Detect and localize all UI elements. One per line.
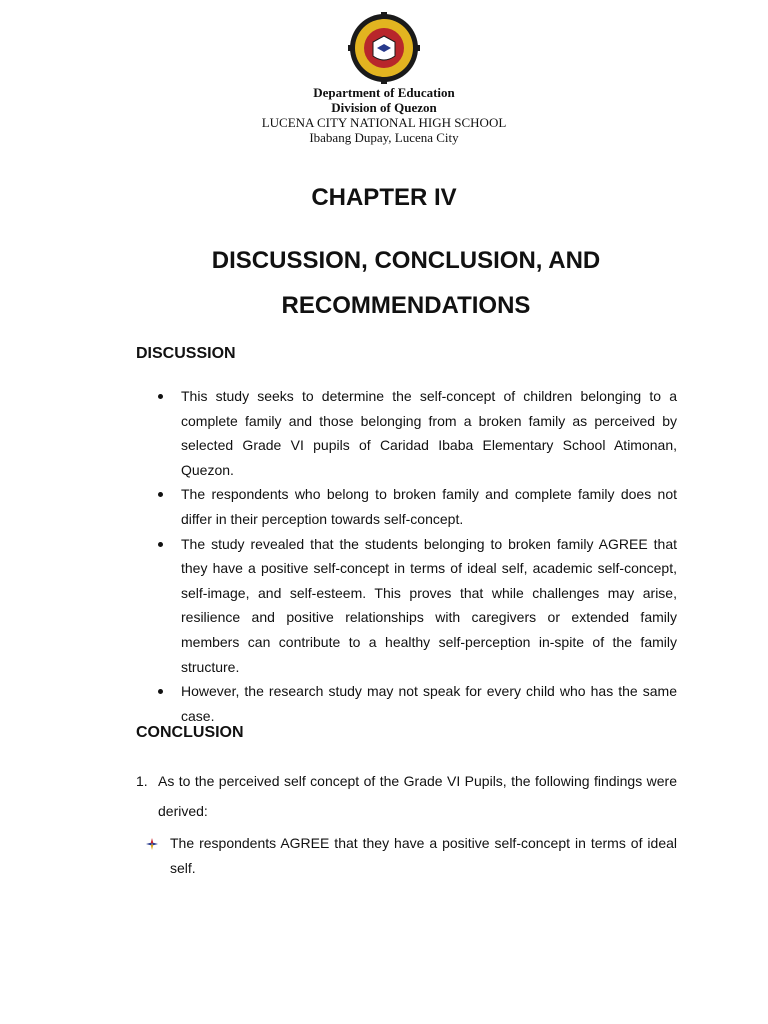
bullet-icon (158, 542, 163, 547)
header-division: Division of Quezon (331, 100, 437, 115)
bullet-icon (158, 689, 163, 694)
bullet-icon (158, 394, 163, 399)
conclusion-item-text: As to the perceived self concept of the Grade VI Pupils, the following findings were derived: (158, 773, 677, 819)
discussion-heading: DISCUSSION (136, 345, 236, 362)
bullet-icon (158, 492, 163, 497)
conclusion-subitem-text: The respondents AGREE that they have a positive self-concept in terms of ideal self. (170, 835, 677, 876)
discussion-item (156, 679, 677, 728)
four-point-star-bullet-icon (146, 838, 158, 850)
chapter-title-line2: RECOMMENDATIONS (281, 292, 531, 319)
discussion-list (156, 384, 677, 728)
chapter-title (120, 238, 692, 328)
header-address: Ibabang Dupay, Lucena City (309, 130, 459, 145)
conclusion-item (136, 766, 677, 826)
chapter-title-line1: DISCUSSION, CONCLUSION, AND (211, 247, 601, 274)
header-department: Department of Education (313, 85, 455, 100)
discussion-item-text: The study revealed that the students belonging to broken family AGREE that they have a positive self-concept in terms of ideal self, academic self-concept, self-image, and self-esteem. This proves that while challenges may arise, resilience and positive relationships with caregivers or extended family members can contribute to a healthy self-perception in-spite of the family structure. (181, 535, 677, 675)
school-seal-logo (348, 12, 420, 84)
discussion-item-text: The respondents who belong to broken family and complete family does not differ in their perception towards self-concept. (181, 486, 677, 527)
header-school: LUCENA CITY NATIONAL HIGH SCHOOL (261, 115, 507, 130)
chapter-number: CHAPTER IV (311, 184, 457, 211)
conclusion-subitem (146, 831, 677, 881)
document-header (0, 12, 768, 145)
conclusion-heading: CONCLUSION (136, 724, 244, 741)
discussion-item (156, 384, 677, 482)
discussion-item-text: However, the research study may not speak for every child who has the same case. (181, 683, 677, 724)
discussion-item (156, 532, 677, 680)
conclusion-item-number: 1. (136, 773, 148, 789)
discussion-item-text: This study seeks to determine the self-concept of children belonging to a complete family and those belonging from a broken family as perceived by selected Grade VI pupils of Caridad Ibaba Elementary School Atimonan, Quezon. (181, 388, 677, 478)
discussion-item (156, 482, 677, 531)
